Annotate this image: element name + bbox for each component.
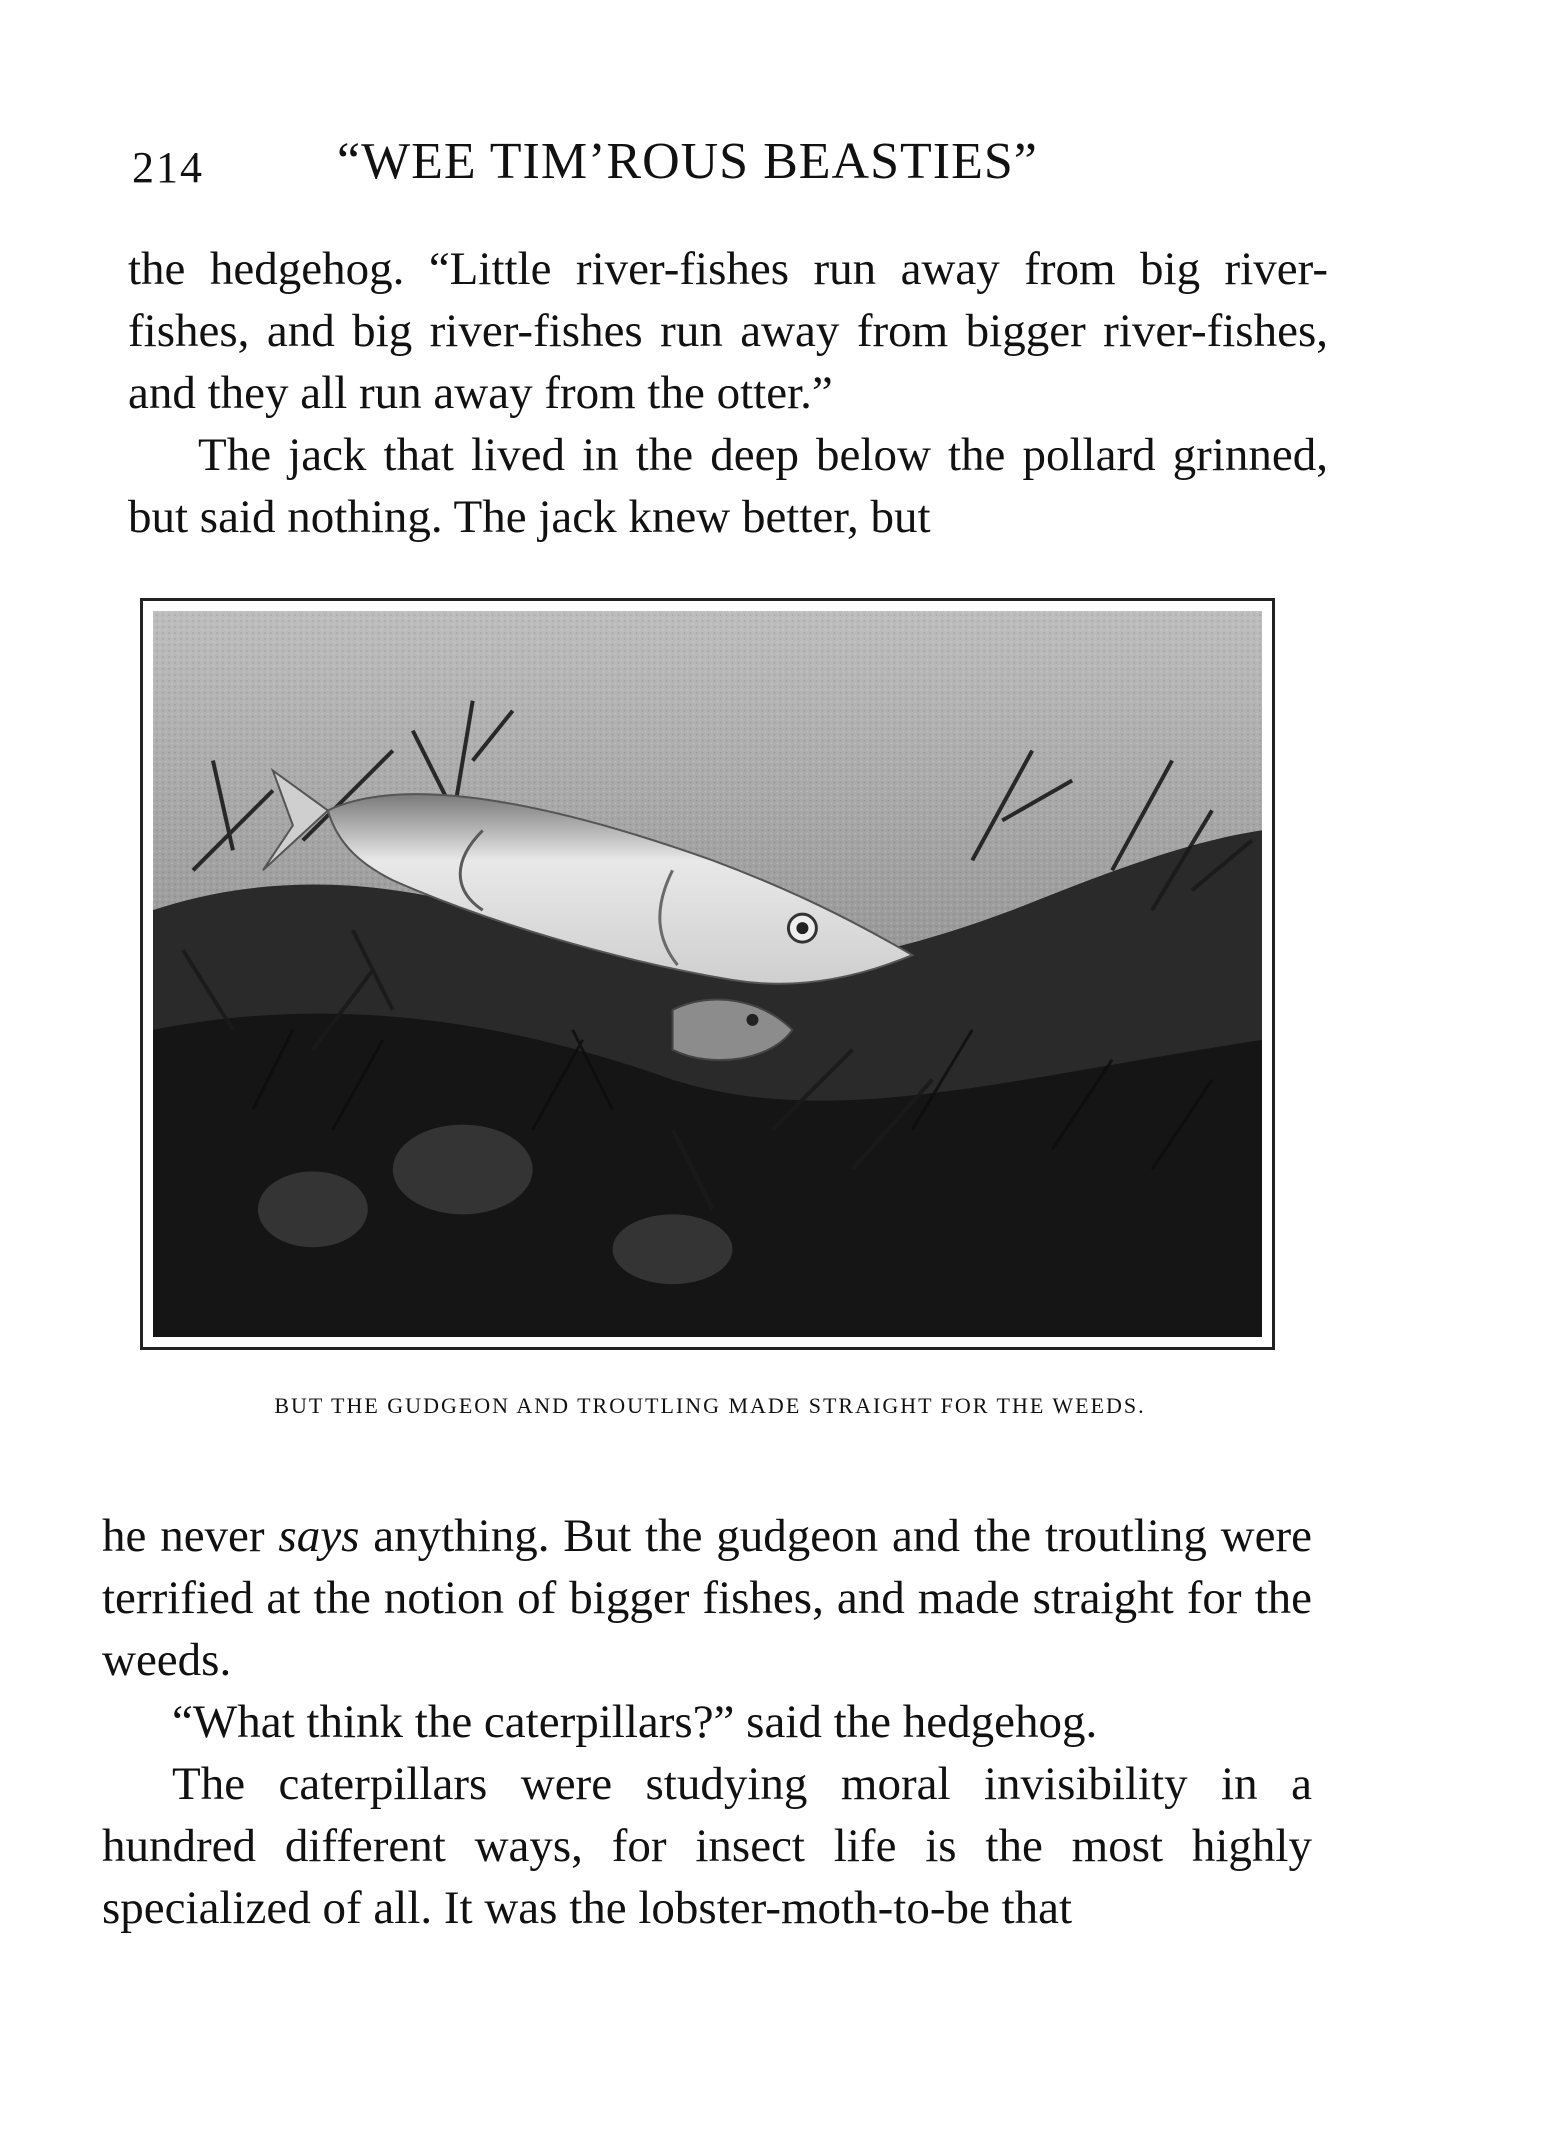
paragraph: “What think the caterpillars?” said the hedgehog.: [172, 1696, 1098, 1748]
paragraph: [102, 1505, 1312, 1691]
figure-caption: BUT THE GUDGEON AND TROUTLING MADE STRAIGHT FOR THE WEEDS.: [274, 1393, 1146, 1418]
paragraph: The caterpillars were studying moral invisibility in a hundred different ways, for insect life is the most highly specialized of all. It was the lobster-moth-to-be that: [102, 1758, 1312, 1934]
text-run: he never: [102, 1510, 279, 1562]
text-run: anything. But the gudgeon and the troutling were terrified at the notion of bigger fishes, and made straight for the weeds.: [102, 1510, 1312, 1686]
paragraph: The jack that lived in the deep below the pollard grinned, but said nothing. The jack knew better, but: [128, 429, 1328, 543]
body-text-top: [128, 238, 1328, 548]
emphasis: says: [278, 1510, 360, 1562]
running-title: “WEE TIM’ROUS BEASTIES”: [337, 133, 1038, 190]
paragraph: the hedgehog. “Little river-fishes run away from big river-fishes, and big river-fishes run away from bigger river-fishes, and they all run away from the otter.”: [128, 243, 1328, 419]
page-number: 214: [132, 143, 204, 192]
body-text-bottom: [102, 1505, 1312, 1939]
photo-plate: [140, 598, 1275, 1350]
page-header: [132, 132, 1152, 202]
fish-in-weeds-photo: [153, 611, 1262, 1337]
